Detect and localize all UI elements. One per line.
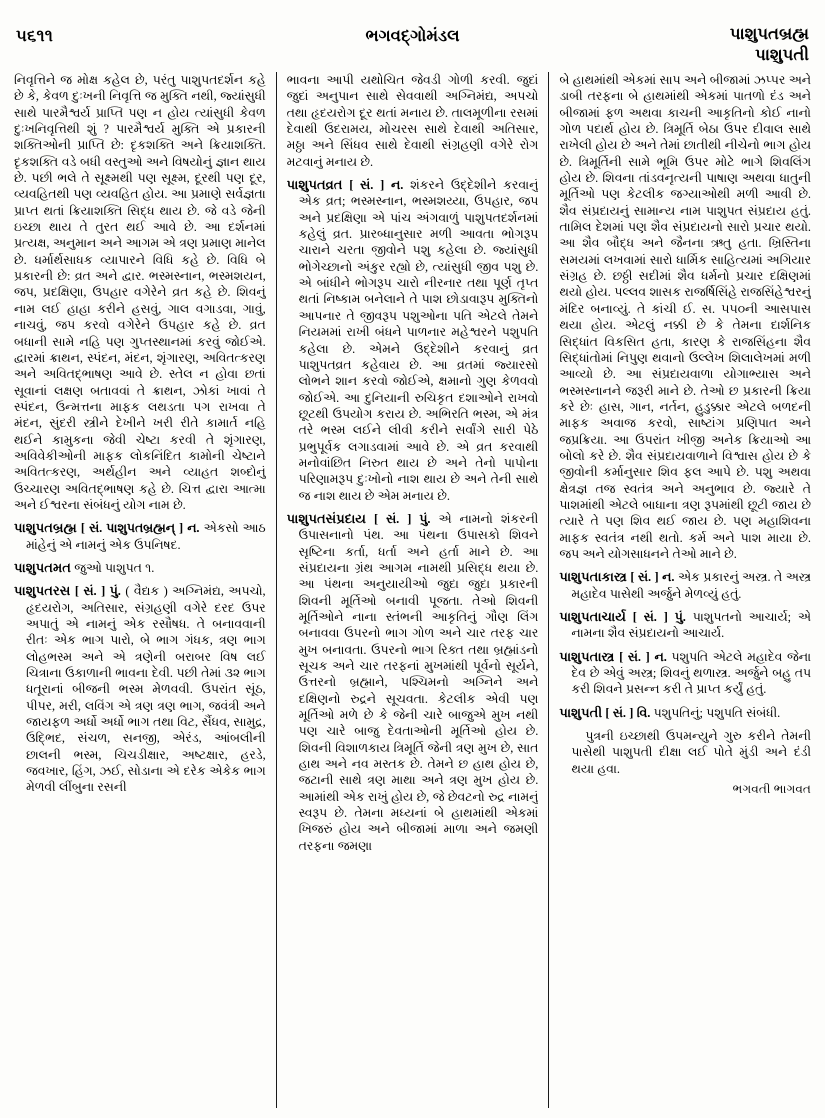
page-folio-number: ૫૬૧૧ [16,26,54,45]
entry-definition: જુઓ પાશુપત ૧. [74,560,155,575]
column-rule-1 [276,72,277,1108]
citation-source: ભગવતી ભાગવત [732,782,812,797]
catchwords [730,24,809,65]
catchword-first: પાશુપતબ્રહ્મ [729,24,809,43]
dictionary-entry [287,511,539,854]
dictionary-entry [559,609,811,642]
entry-part-of-speech: પું. [419,511,431,526]
entry-part-of-speech: વિ. [636,705,651,720]
entry-headword: પાશુપતમત [14,559,71,575]
entry-etymology: [ સં. ] [374,511,412,526]
catchword-last: પાશુપતી [755,44,809,64]
entry-part-of-speech: ન. [662,570,675,585]
entry-part-of-speech: પું. [674,610,686,624]
entry-part-of-speech: પું. [109,584,121,599]
paragraph-continuation: બે હાથમાંથી એકમાં સાપ અને બીજામાં ઝપ્પર અને ડાબી તરફના બે હાથમાંથી એકમાં પાતળો દંડ અને બીજામાં ફળ અથવા કાચની આકૃતિનો કોઈ નાનો ગોળ પદાર્થ હોય છે. ત્રિમૂર્તિ બેઠા ઉપર દીવાલ સાથે રાખેલી હોય છે અને તેમાં છાતીથી નીચેનો ભાગ હોય છે. ત્રિમૂર્તિની સામે ભૂમિ ઉપર મોટે ભાગે શિવલિંગ હોય છે. શિવના તાંડવનૃત્યની પાષાણ અથવા ધાતુની મૂર્તિઓ પણ કેટલીક જગ્યાઓથી મળી આવી છે. શૈવ સંપ્રદાયનું સામાન્ય નામ પાશુપત સંપ્રદાય હતું. તામિલ દેશમાં પણ શૈવ સંપ્રદાયનો સારો પ્રચાર થયો. આ શૈવ બૌદ્ધ અને જૈનના ઋતુ હતા. ખ્રિસ્તિના સમયમાં લખવામાં સારો ધાર્મિક સાહિત્યમાં અગિયાર સંગ્રહ છે. છઠ્ઠી સદીમાં શૈવ ધર્મનો પ્રચાર દક્ષિણમાં થયો હોય. પલ્લવ શાસક રાજર્ષિસિંહે રાજસિંહેશ્વરનું મંદિર બનાવ્યું. તે કાંચી ઈ. સ. ૫૫૦ની આસપાસ થયા હોય. એટલું નક્કી છે કે તેમના દાર્શનિક સિદ્ધાંત વિકસિત હતા, કારણ કે રાજસિંહના શૈવ સિદ્ધાંતોમાં નિપુણ થવાનો ઉલ્લેખ શિલાલેખમાં મળી આવ્યો છે. આ સંપ્રદાયવાળા યોગાભ્યાસ અને ભસ્મસ્નાનને જરૂરી માને છે. તેઓ છ પ્રકારની ક્રિયા કરે છેઃ હાસ, ગાન, નર્તન, હુડુક્કાર એટલે બળદની માફક અવાજ કરવો, સાષ્ટાંગ પ્રણિપાત અને જપ્રક્રિયા. આ ઉપરાંત ખીજી અનેક ક્રિયાઓ આ બોલો કરે છે. શૈવ સંપ્રદાયવાળાને વિશ્વાસ હોય છે કે જીવોની કર્માનુસાર શિવ ફલ આપે છે. પશુ અથવા ક્ષેત્રજ્ઞ તજ સ્વતંત્ર અને અનુભાવ છે. જ્યારે તે પાશમાંથી એટલે બાધાના ત્રણ રૂપમાંથી છૂટી જાય છે ત્યારે તે પણ શિવ થઈ જાય છે. પણ મહાશિવના માફક સ્વતંત્ર નથી થતો. કર્મ અને પાશ માયા છે. જપ અને યોગસાધનને તેઓ માને છે. [559,73,812,561]
dictionary-entry [14,583,266,795]
paragraph-continuation: ભાવના આપી યથોચિત જેવડી ગોળી કરવી. જુદાં જુદાં અનુપાન સાથે સેવવાથી અગ્નિમંદ્ય, અપચો તથા હૃદયરોગ દૂર થતાં મનાય છે. તાલમૂળીના રસમાં દેવાથી ઉદરામય, મોચરસ સાથે દેવાથી અતિસાર, મઠ્ઠા અને સિંધવ સાથે દેવાથી સંગ્રહણી વગેરે રોગ મટવાનું મનાય છે. [286,73,539,169]
entry-headword: પાશુપતસંપ્રદાય [286,510,367,526]
paragraph-continuation: નિવૃત્તિને જ મોક્ષ કહેલ છે, પરંતુ પાશુપતદર્શન કહે છે કે, કેવળ દુઃખની નિવૃત્તિ જ મુક્તિ નથી, જ્યાંસુધી સાથે પારમૈશ્વર્ય પ્રાપ્તિ પણ ન હોય ત્યાંસુધી કેવળ દુઃખનિવૃત્તિથી શું ? પારમૈશ્વર્ય મુક્તિ એ પ્રકારની શક્તિઓની પ્રાપ્તિ છે: દૃકશક્તિ અને ક્રિયાશક્તિ. દૃકશક્તિ વડે બધી વસ્તુઓ અને વિષયોનું જ્ઞાન થાય છે. પછી ભલે તે સૂક્ષ્મથી પણ સૂક્ષ્મ, દૂરથી પણ દૂર, વ્યવહિતથી પણ વ્યવહિત હોય. આ પ્રમાણે સર્વજ્ઞતા પ્રાપ્ત થતાં ક્રિયાશક્તિ સિદ્ધ થાય છે. જે વડે જેની ઇચ્છા થાય તે તુરત થઈ આવે છે. આ દર્શનમાં પ્રત્યક્ષ, અનુમાન અને આગમ એ ત્રણ પ્રમાણ માનેલ છે. ધર્માર્થસાધક વ્યાપારને વિધિ કહે છે. વિધિ બે પ્રકારની છે: વ્રત અને દ્વાર. ભસ્મસ્નાન, ભસ્મશયન, જપ, પ્રદક્ષિણા, ઉપહાર વગેરેને વ્રત કહે છે. શિવનું નામ લઈ હાહા કરીને હસવું, ગાલ વગાડવા, ગાવું, નાચવું, જપ કરવો વગેરેને ઉપહાર કહે છે. વ્રત બધાની સામે નહિ પણ ગુપ્તસ્થાનમાં કરવું જોઈએ. દ્વારમાં ક્રાથન, સ્પંદન, મંદન, શૃંગારણ, અવિતત્કરણ અને અવિતદ્ભાષણ આવે છે. સ્તેલ ન હોવા છતાં સૂવાનાં લક્ષણ બતાવવાં તે ક્રાથન, ઝોકાં ખાવાં તે સ્પંદન, ઉન્મત્તના માફક લથડતા પગ રાખવા તે મંદન, સુંદરી સ્ત્રીને દેખીને ખરી રીતે કામાર્ત નહિ થઈને કામુકના જેવી ચેષ્ટા કરવી તે શૃંગારણ, અવિવેકીઓની માફક લોકનિંદિત કામોની ચેષ્ટાને અવિતત્કરણ, અર્થહીન અને વ્યાહત શબ્દોનું ઉચ્ચારણ અવિતદ્ભાષણ કહે છે. ચિત્ત દ્વારા આત્મા અને ઈશ્વરના સંબંધનું યોગ નામ છે. [14,73,266,512]
dictionary-entry [14,520,266,553]
text-columns [14,72,811,1108]
entry-etymology: [ સં. પાશુપતબ્રહ્મન્ ] [80,521,184,536]
running-head [0,26,825,72]
citation-quote: પુત્રની ઇચ્છાથી ઉપમન્યુને ગુરુ કરીને તેમની પાસેથી પાશુપતી દીક્ષા લઈ પોતે મુંડી અને દંડી થયા હવા. [571,729,812,776]
entry-etymology: [ સં. ] [630,570,659,585]
entry-etymology: [ સં. ] [74,584,106,599]
entry-headword: પાશુપતાકાસ્ત્ર [559,569,627,585]
entry-part-of-speech: ન. [391,178,404,193]
entry-part-of-speech: ન. [187,521,200,536]
entry-definition: એકસો આઠ માંહેનું એ નામનું એક ઉપનિષદ. [26,521,266,552]
dictionary-entry [559,649,811,698]
book-title: ભગવદ્ગોમંડલ [365,26,460,45]
dictionary-entry [559,569,811,602]
dictionary-entry [14,560,266,576]
entry-definition: ( વૈદ્યક ) અગ્નિમંદ્ય, અપચો, હૃદયરોગ, અતિસાર, સંગ્રહણી વગેરે દરદ ઉપર અપાતું એ નામનું એક રસૌષધ. તે બનાવવાની રીતઃ એક ભાગ પારો, બે ભાગ ગંધક, ત્રણ ભાગ લોહભસ્મ અને એ ત્રણેની બરાબર વિષ લઈ ચિત્રાના ઉકાળાની ભાવના દેવી. પછી તેમાં ૩૨ ભાગ ધતૂરાનાં બીજની ભસ્મ મેળવવી. ઉપરાંત સૂંઠ, પીપર, મરી, લવિંગ એ ત્રણ ત્રણ ભાગ, જવંત્રી અને જાયફળ અર્ધો અર્ધો ભાગ તથા વિટ, સૈંધવ, સામુદ્ર, ઉદ્ભિદ, સંચળ, સનજી, એરંડ, આંબલીની છાલની ભસ્મ, ચિચડીક્ષાર, અષ્ટક્ષાર, હરડે, જવખાર, હિંગ, ઝઈ, સોડાના એ દરેક એકેક ભાગ મેળવી લીંબુના રસની [26,584,266,795]
entry-headword: પાશુપતાચાર્ય [559,609,626,624]
entry-headword: પાશુપતરસ [14,583,71,599]
entry-definition: એક પ્રકારનું અસ્ત્ર. તે અસ્ત્ર મહાદેવ પાસેથી અર્જુને મેળવ્યું હતું. [571,570,811,601]
entry-definition: શંકરને ઉદ્દેશીને કરવાનું એક વ્રત; ભસ્મસ્નાન, ભસ્મશય્યા, ઉપહાર, જપ અને પ્રદક્ષિણા એ પાંચ અંગવાળું પાશુપતદર્શનમાં કહેલું વ્રત. પ્રારબ્ધાનુસાર મળી આવતા ભોગરૂપ ચારાને ચરતા જીવોને પશુ કહેલા છે. જ્યાંસુધી ભોગેચ્છાનો અંકુર રહ્યો છે, ત્યાંસુધી જીવ પશુ છે. એ બાંધીને ભોગરૂપ ચારો નીરનાર તથા પૂર્ણ તૃપ્ત થતાં નિષ્કામ બનેલાને તે પાશ છોડાવારૂપ મુક્તિનો આપનાર તે જીવરૂપ પશુઓના પતિ એટલે તેમને નિયમમાં રાખી બંધને પાળનાર મહેશ્વરને પશુપતિ કહેલા છે. એમને ઉદ્દેશીને કરવાનું વ્રત પાશુપતવ્રત કહેવાય છે. આ વ્રતમાં જ્યારસો લોભને શાન કરવો જોઈએ, ક્ષમાનો ગુણ કેળવવો જોઈએ. આ દુનિયાની રુચિકૃત દશાઓને રાખવો છૂટથી ઉપયોગ કરાય છે. અભિરતિ ભસ્મ, એ મંત્ર તરે ભસ્મ લઈને લીવી કરીને સર્વાંગે સારી પેઠે પ્રભુપૂર્વક લગાડવામાં આવે છે. એ વ્રત કરવાથી મનોવાંછિત નિરુત થાય છે અને તેનો પાપોના પરિણામરૂપ દુઃખોનો નાશ થાય છે અને તેની સાથે જ નાશ થાય છે એમ મનાય છે. [298,178,539,503]
entry-definition: પાશુપતનો આચાર્ય; એ નામના શૈવ સંપ્રદાયનો આચાર્ય. [571,610,811,641]
entry-etymology: [ સં. ] [605,705,634,720]
column-3 [559,72,811,1108]
entry-part-of-speech: ન. [654,649,667,664]
entry-headword: પાશુપતી [559,704,603,720]
entry-definition: પશુપતિનું; પશુપતિ સંબંધી. [653,705,781,720]
dictionary-entry [287,177,539,504]
entry-headword: પાશુપતાસ્ત્ર [559,648,615,664]
entry-etymology: [ સં. ] [349,178,385,193]
dictionary-entry [559,705,811,721]
entry-headword: પાશુપતવ્રત [286,177,343,193]
entry-definition: એ નામનો શંકરની ઉપાસનાનો પંથ. આ પંથના ઉપાસકો શિવને સૃષ્ટિના કર્તા, ધર્તા અને હર્તા માને છે. આ સંપ્રદાયના ગ્રંથ આગમ નામથી પ્રસિદ્ધ થયા છે. આ પંથના અનુયાયીઓ જુદા જુદા પ્રકારની શિવની મૂર્તિઓ બનાવી પૂજતા. તેઓ શિવની મૂર્તિઓને નાના સ્તંભની આકૃતિનું ગૌણ લિંગ બનાવવા ઉપરનો ભાગ ગોળ અને ચાર તરફ ચાર મુખ બનાવતા. ઉપરનો ભાગ રિક્ત તથા બ્રહ્માંડનો સૂચક અને ચાર તરફનાં મુખમાંથી પૂર્વનો સૂર્યને, ઉત્તરનો બ્રહ્માને, પશ્ચિમનો અગ્નિને અને દક્ષિણનો રુદ્રને સૂચવતા. કેટલીક એવી પણ મૂર્તિઓ મળે છે કે જેની ચારે બાજુએ મુખ નથી પણ ચારે બાજુ દેવતાઓની મૂર્તિઓ હોય છે. શિવની વિશાળકાય ત્રિમૂર્તિ જેની ત્રણ મુખ છે, સાત હાથ અને નવ મસ્તક છે. તેમને છ હાથ હોય છે, જટાની સાથે ત્રણ માથા અને ત્રણ મુખ હોય છે. આમાંથી એક રાખું હોય છે, જે છેવટનો રુદ્ર નામનું સ્વરૂપ છે. તેમના મધ્યનાં બે હાથમાંથી એકમાં ખિજરું હોય અને બીજામાં માળા અને જમણી તરફના જમણા [298,511,539,853]
column-1 [14,72,266,1108]
entry-headword: પાશુપતબ્રહ્મ [14,520,77,536]
entry-etymology: [ સં. ] [632,610,668,624]
column-2 [287,72,539,1108]
entry-etymology: [ સં. ] [619,649,650,664]
column-rule-2 [548,72,549,1108]
entry-definition: પશુપતિ એટલે મહાદેવ જેના દેવ છે એવું અસ્ત્ર; શિવનું થળાસ્ત્ર. અર્જુને બહુ તપ કરી શિવને પ્રસન્ન કરી તે પ્રાપ્ત કર્યું હતું. [571,649,812,697]
